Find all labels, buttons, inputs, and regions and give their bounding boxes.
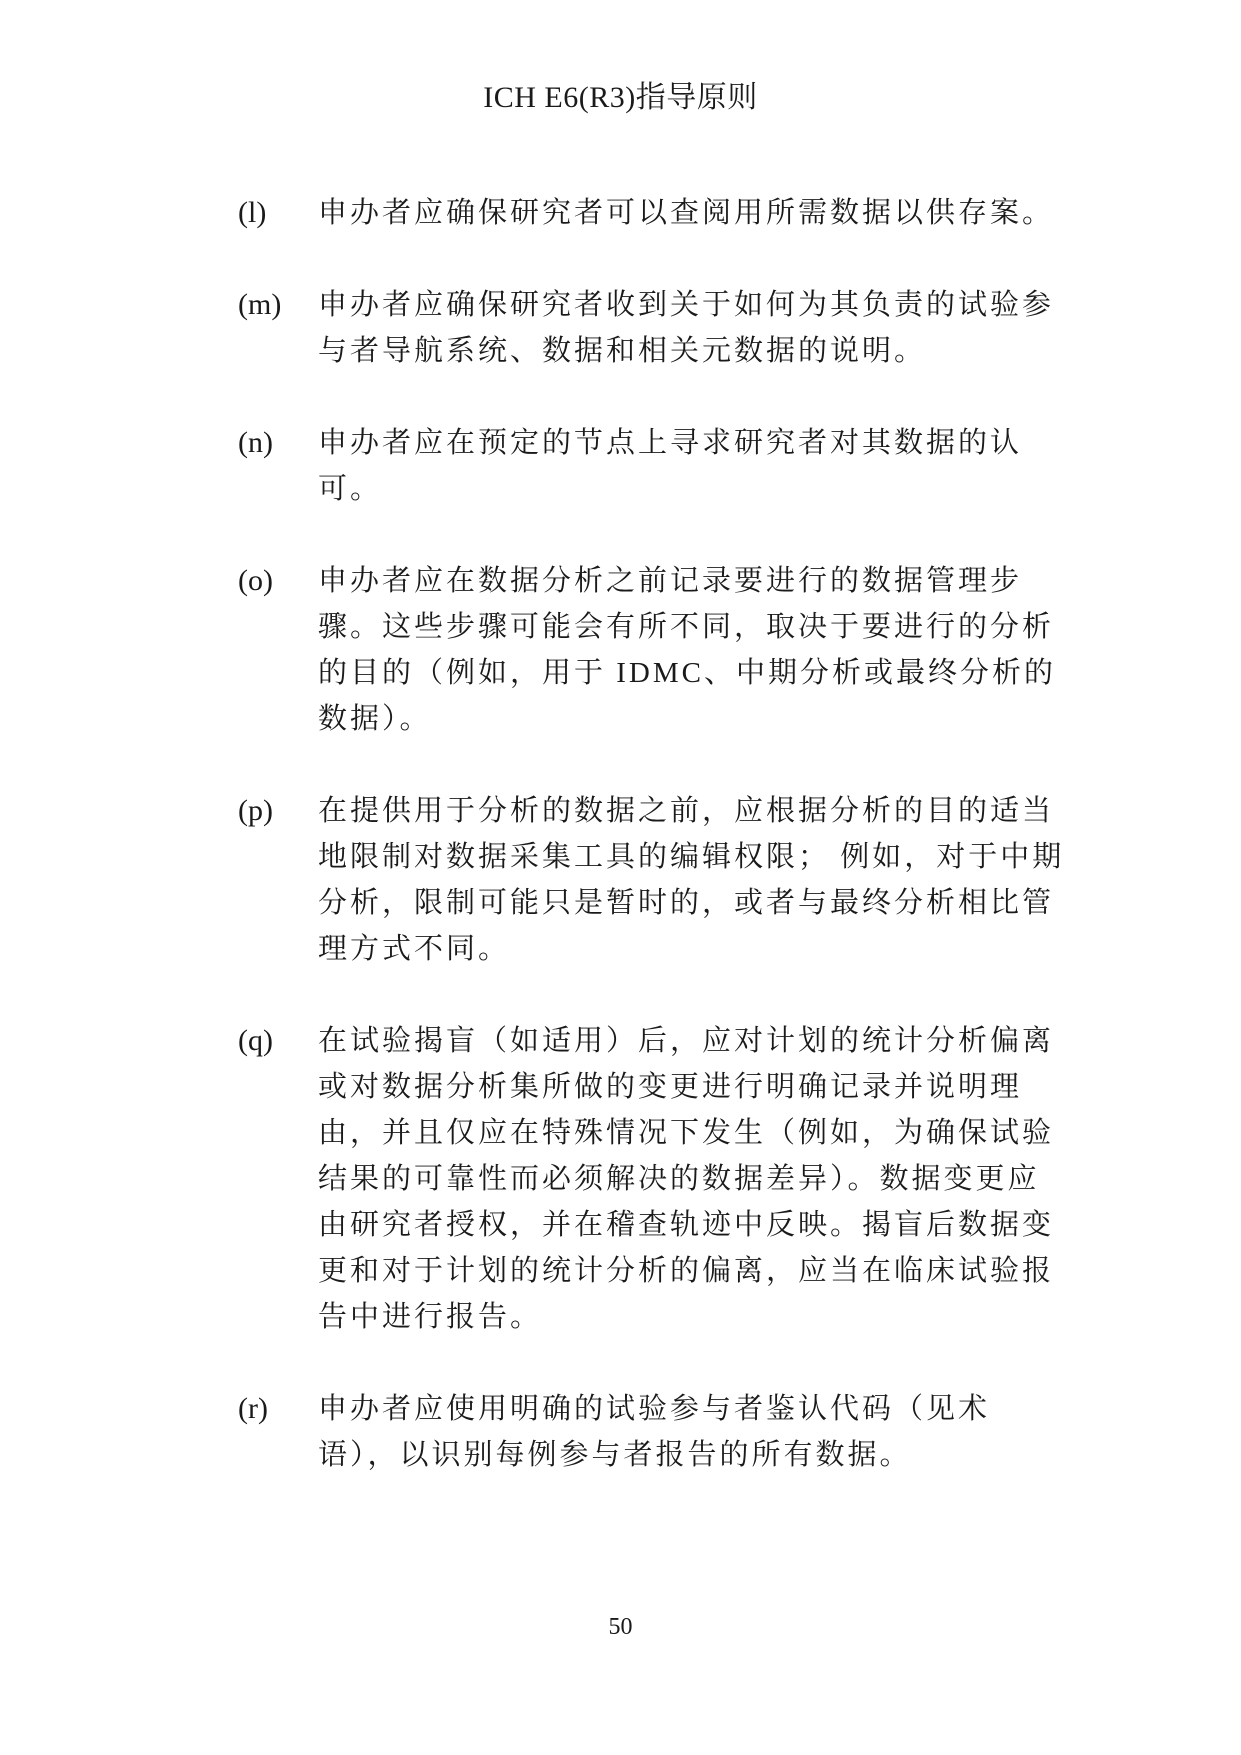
item-text-line: 可。 — [318, 473, 383, 505]
item-text-line: 分析，限制可能只是暂时的，或者与最终分析相比管 — [318, 887, 1055, 919]
list-item-p — [238, 788, 1088, 972]
list-item-q — [238, 1018, 1088, 1340]
list-item-r — [238, 1386, 1088, 1478]
item-text-line: 骤。这些步骤可能会有所不同，取决于要进行的分析 — [318, 611, 1055, 643]
item-text — [318, 1386, 1088, 1478]
item-text-line: 申办者应在预定的节点上寻求研究者对其数据的认 — [318, 427, 1023, 459]
item-text-line: 申办者应在数据分析之前记录要进行的数据管理步 — [318, 565, 1023, 597]
item-text-line: 语），以识别每例参与者报告的所有数据。 — [318, 1439, 912, 1471]
item-text — [318, 282, 1088, 374]
item-text-line: 由研究者授权，并在稽查轨迹中反映。揭盲后数据变 — [318, 1209, 1055, 1241]
item-text-line: 由，并且仅应在特殊情况下发生（例如，为确保试验 — [318, 1117, 1055, 1149]
item-text-line: 理方式不同。 — [318, 933, 511, 965]
list-item-o — [238, 558, 1088, 742]
item-text-line: 地限制对数据采集工具的编辑权限； 例如，对于中期 — [318, 841, 1065, 873]
item-text — [318, 558, 1088, 742]
page-number: 50 — [608, 1614, 633, 1640]
item-text-line: 结果的可靠性而必须解决的数据差异）。数据变更应 — [318, 1163, 1040, 1195]
item-list — [238, 190, 1088, 1524]
item-text-line: 在提供用于分析的数据之前，应根据分析的目的适当 — [318, 795, 1055, 827]
item-label: (n) — [238, 426, 273, 459]
item-label: (r) — [238, 1392, 268, 1425]
item-text — [318, 788, 1088, 972]
item-text-line: 与者导航系统、数据和相关元数据的说明。 — [318, 335, 927, 367]
item-label: (l) — [238, 196, 267, 229]
item-text-line: 更和对于计划的统计分析的偏离，应当在临床试验报 — [318, 1255, 1055, 1287]
item-label: (p) — [238, 794, 273, 827]
list-item-l — [238, 190, 1088, 236]
item-text-line: 或对数据分析集所做的变更进行明确记录并说明理 — [318, 1071, 1023, 1103]
item-text-line: 的目的（例如，用于 IDMC、中期分析或最终分析的 — [318, 657, 1056, 689]
item-text-line: 申办者应使用明确的试验参与者鉴认代码（见术 — [318, 1393, 991, 1425]
item-label: (o) — [238, 564, 273, 597]
item-text-line: 申办者应确保研究者可以查阅用所需数据以供存案。 — [318, 197, 1055, 229]
item-text — [318, 420, 1088, 512]
list-item-n — [238, 420, 1088, 512]
item-text — [318, 1018, 1088, 1340]
item-label: (m) — [238, 288, 282, 321]
item-text-line: 在试验揭盲（如适用）后，应对计划的统计分析偏离 — [318, 1025, 1055, 1057]
page-header-title: ICH E6(R3)指导原则 — [483, 81, 758, 114]
item-text-line: 告中进行报告。 — [318, 1301, 543, 1333]
item-label: (q) — [238, 1024, 273, 1057]
item-text-line: 申办者应确保研究者收到关于如何为其负责的试验参 — [318, 289, 1055, 321]
list-item-m — [238, 282, 1088, 374]
item-text — [318, 190, 1088, 236]
item-text-line: 数据）。 — [318, 703, 432, 735]
